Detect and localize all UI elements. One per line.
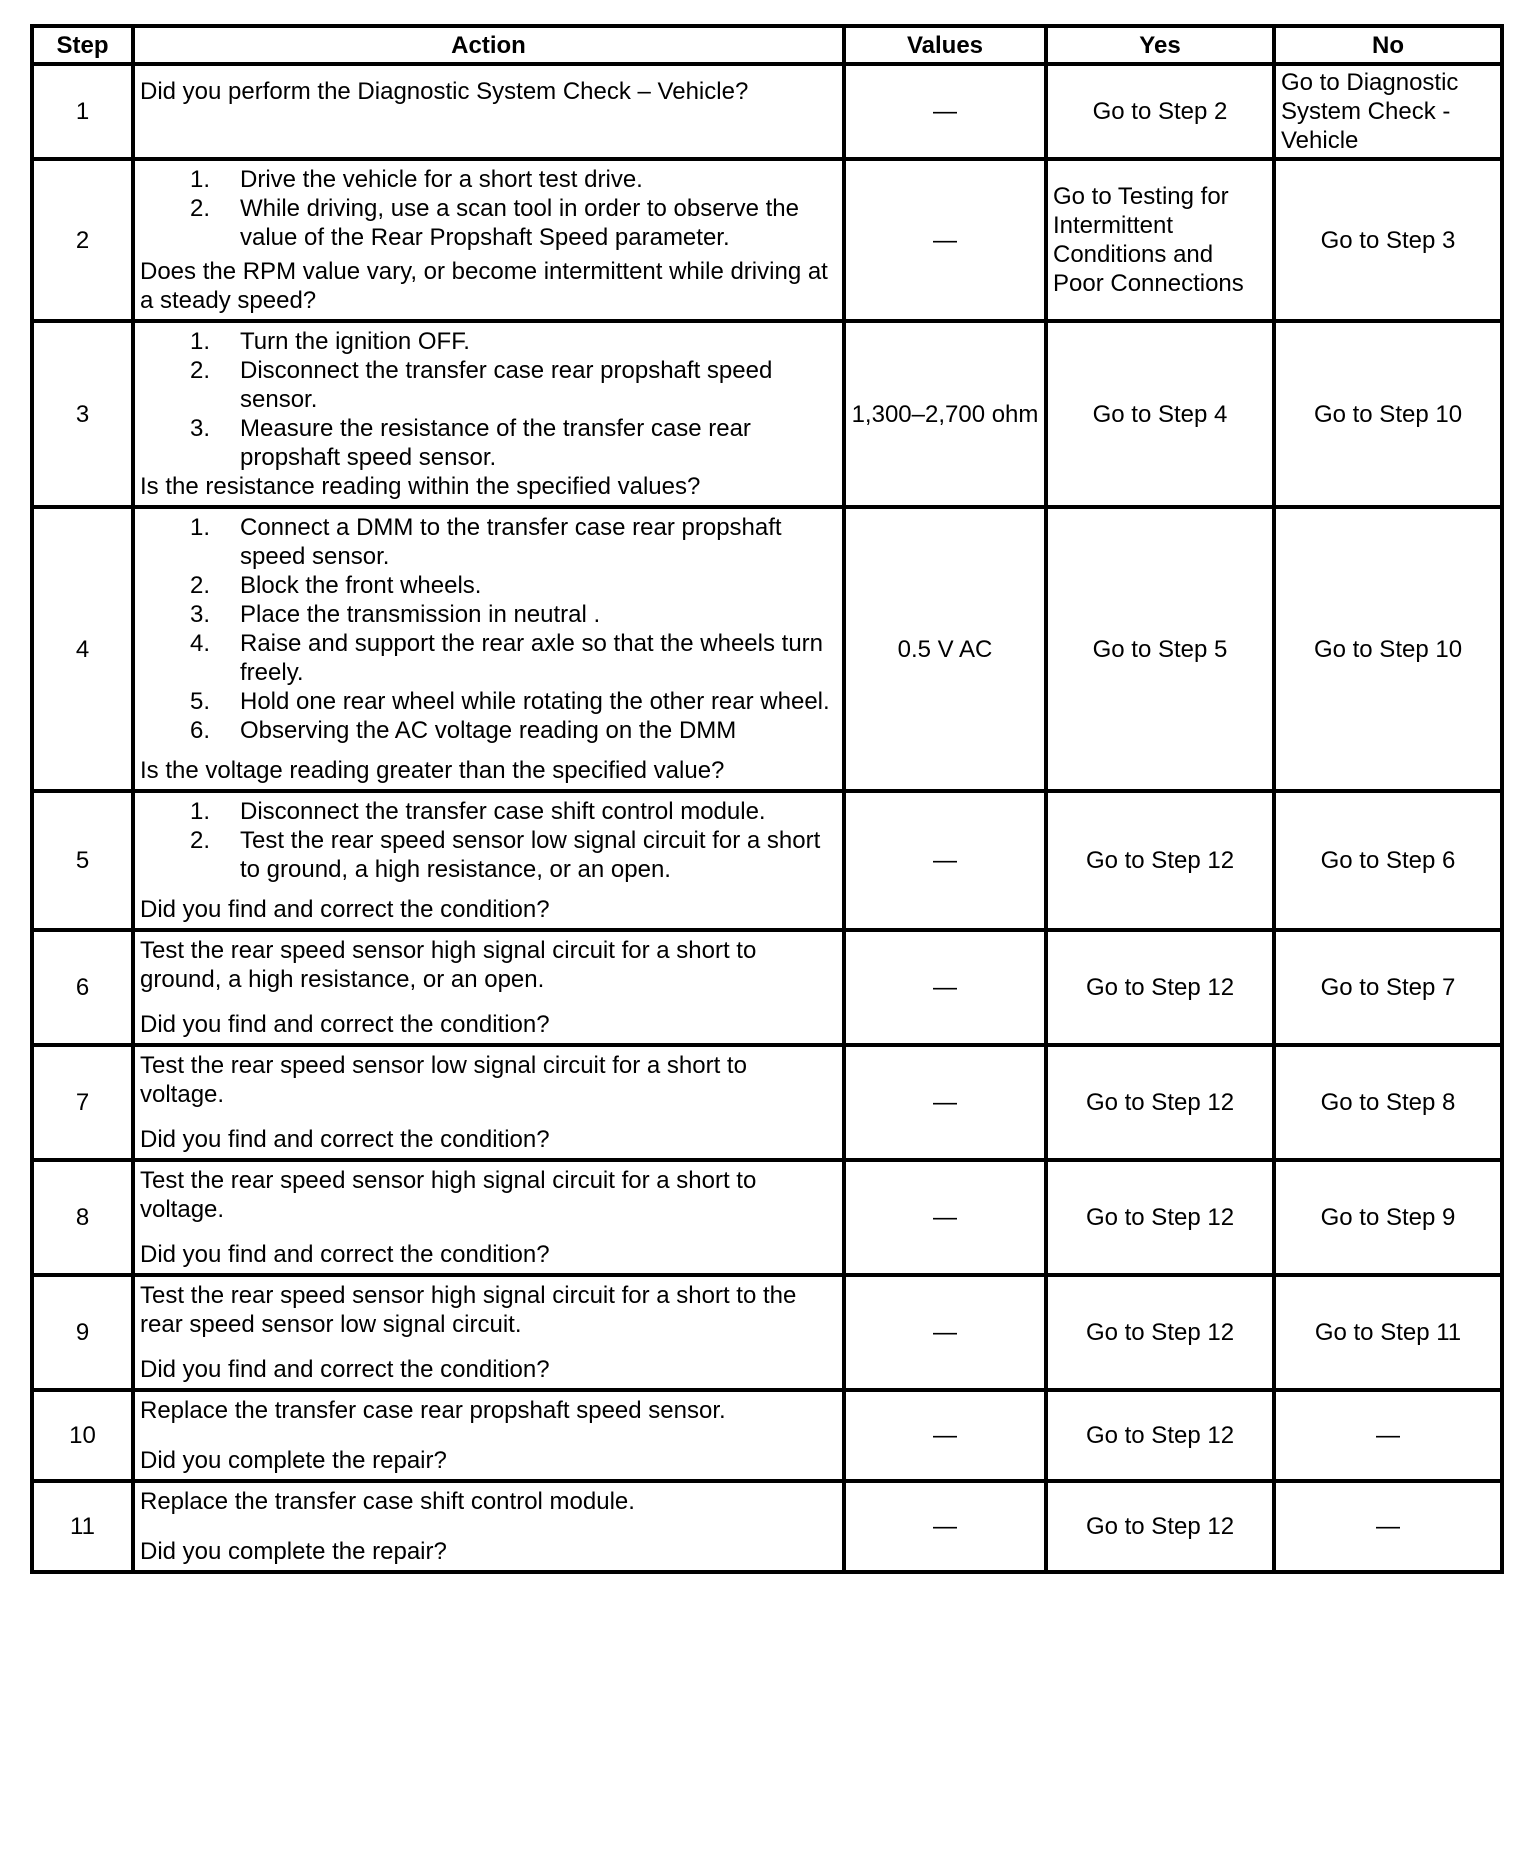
yes-cell: Go to Step 12 — [1046, 1160, 1274, 1275]
action-top — [140, 77, 837, 106]
yes-cell: Go to Step 5 — [1046, 507, 1274, 791]
table-row — [32, 791, 1502, 930]
substep-item — [140, 600, 837, 629]
table-row — [32, 1275, 1502, 1390]
action-top — [140, 1051, 837, 1109]
header-step: Step — [32, 26, 133, 64]
no-cell: Go to Step 6 — [1274, 791, 1502, 930]
action-content — [140, 513, 837, 785]
no-cell: Go to Step 10 — [1274, 507, 1502, 791]
values-cell: — — [844, 1045, 1046, 1160]
action-question: Is the voltage reading greater than the specified value? — [140, 757, 725, 784]
table-row — [32, 1160, 1502, 1275]
step-number: 2 — [32, 159, 133, 321]
substep-item — [140, 165, 837, 194]
substep-item — [140, 716, 837, 745]
substep-list — [140, 513, 837, 745]
substep-number: 1. — [189, 514, 210, 541]
no-cell: Go to Step 3 — [1274, 159, 1502, 321]
substep-number: 2. — [189, 357, 210, 384]
action-content — [140, 1281, 837, 1384]
action-top — [140, 797, 837, 884]
header-no: No — [1274, 26, 1502, 64]
substep-text: Raise and support the rear axle so that the wheels turn freely. — [240, 630, 824, 686]
action-content — [140, 77, 837, 147]
step-number: 4 — [32, 507, 133, 791]
action-cell — [133, 507, 844, 791]
action-content — [140, 797, 837, 924]
action-cell — [133, 1275, 844, 1390]
no-cell: — — [1274, 1390, 1502, 1481]
substep-item — [140, 513, 837, 571]
substep-item — [140, 687, 837, 716]
substep-item — [140, 629, 837, 687]
substep-number: 2. — [189, 827, 210, 854]
action-cell — [133, 64, 844, 159]
substep-text: Disconnect the transfer case shift control module. — [240, 798, 766, 825]
action-question: Did you find and correct the condition? — [140, 1356, 550, 1383]
step-number: 10 — [32, 1390, 133, 1481]
action-cell — [133, 1160, 844, 1275]
values-cell: 1,300–2,700 ohm — [844, 321, 1046, 507]
action-question: Did you find and correct the condition? — [140, 896, 550, 923]
step-number: 5 — [32, 791, 133, 930]
substep-item — [140, 327, 837, 356]
action-question: Did you find and correct the condition? — [140, 1241, 550, 1268]
action-intro: Test the rear speed sensor low signal circuit for a short to voltage. — [140, 1052, 747, 1108]
substep-text: Measure the resistance of the transfer case rear propshaft speed sensor. — [240, 415, 751, 471]
action-top — [140, 513, 837, 745]
no-cell: Go to Step 11 — [1274, 1275, 1502, 1390]
action-cell — [133, 321, 844, 507]
values-cell: — — [844, 930, 1046, 1045]
action-cell — [133, 1481, 844, 1572]
substep-item — [140, 826, 837, 884]
substep-text: Drive the vehicle for a short test drive. — [240, 166, 643, 193]
substep-item — [140, 571, 837, 600]
table-row — [32, 1481, 1502, 1572]
substep-list — [140, 165, 837, 252]
values-cell: — — [844, 64, 1046, 159]
action-cell — [133, 159, 844, 321]
no-cell: Go to Step 7 — [1274, 930, 1502, 1045]
table-row — [32, 321, 1502, 507]
table-row — [32, 507, 1502, 791]
substep-number: 5. — [189, 688, 210, 715]
values-cell: 0.5 V AC — [844, 507, 1046, 791]
action-cell — [133, 1390, 844, 1481]
header-action: Action — [133, 26, 844, 64]
yes-cell: Go to Step 12 — [1046, 930, 1274, 1045]
yes-cell: Go to Testing for Intermittent Conditions and Poor Connections — [1046, 159, 1274, 321]
substep-item — [140, 194, 837, 252]
table-row — [32, 1045, 1502, 1160]
yes-cell: Go to Step 12 — [1046, 1390, 1274, 1481]
step-number: 3 — [32, 321, 133, 507]
substep-text: Disconnect the transfer case rear propshaft speed sensor. — [240, 357, 773, 413]
substep-list — [140, 327, 837, 472]
values-cell: — — [844, 159, 1046, 321]
yes-cell: Go to Step 12 — [1046, 1275, 1274, 1390]
substep-number: 1. — [189, 328, 210, 355]
table-row — [32, 159, 1502, 321]
values-cell: — — [844, 791, 1046, 930]
substep-text: Turn the ignition OFF. — [240, 328, 470, 355]
no-cell: Go to Step 10 — [1274, 321, 1502, 507]
substep-number: 4. — [189, 630, 210, 657]
yes-cell: Go to Step 12 — [1046, 791, 1274, 930]
substep-text: Test the rear speed sensor low signal circuit for a short to ground, a high resistance, or an open. — [240, 827, 821, 883]
substep-text: Observing the AC voltage reading on the DMM — [240, 717, 737, 744]
diagnostic-table — [30, 24, 1504, 1574]
yes-cell: Go to Step 12 — [1046, 1481, 1274, 1572]
action-top — [140, 165, 837, 252]
action-intro: Replace the transfer case shift control module. — [140, 1488, 635, 1515]
yes-cell: Go to Step 2 — [1046, 64, 1274, 159]
step-number: 9 — [32, 1275, 133, 1390]
yes-cell: Go to Step 12 — [1046, 1045, 1274, 1160]
no-cell: Go to Diagnostic System Check - Vehicle — [1274, 64, 1502, 159]
header-yes: Yes — [1046, 26, 1274, 64]
substep-text: Connect a DMM to the transfer case rear propshaft speed sensor. — [240, 514, 782, 570]
action-question: Does the RPM value vary, or become intermittent while driving at a steady speed? — [140, 258, 828, 314]
substep-text: Place the transmission in neutral . — [240, 601, 601, 628]
values-cell: — — [844, 1160, 1046, 1275]
header-values: Values — [844, 26, 1046, 64]
action-top — [140, 327, 837, 472]
header-row — [32, 26, 1502, 64]
no-cell: Go to Step 8 — [1274, 1045, 1502, 1160]
action-question: Is the resistance reading within the specified values? — [140, 473, 701, 500]
table-row — [32, 64, 1502, 159]
table-row — [32, 930, 1502, 1045]
substep-number: 2. — [189, 572, 210, 599]
action-content — [140, 936, 837, 1039]
action-intro: Test the rear speed sensor high signal circuit for a short to ground, a high resistance, or an open. — [140, 937, 757, 993]
action-content — [140, 1396, 837, 1475]
action-top — [140, 1396, 837, 1425]
substep-item — [140, 797, 837, 826]
values-cell: — — [844, 1481, 1046, 1572]
substep-item — [140, 414, 837, 472]
action-content — [140, 1051, 837, 1154]
table-row — [32, 1390, 1502, 1481]
action-question: Did you complete the repair? — [140, 1447, 447, 1474]
action-cell — [133, 1045, 844, 1160]
action-content — [140, 1166, 837, 1269]
values-cell: — — [844, 1390, 1046, 1481]
substep-number: 3. — [189, 601, 210, 628]
values-cell: — — [844, 1275, 1046, 1390]
action-content — [140, 165, 837, 315]
substep-text: Block the front wheels. — [240, 572, 482, 599]
action-top — [140, 1166, 837, 1224]
yes-cell: Go to Step 4 — [1046, 321, 1274, 507]
substep-number: 1. — [189, 166, 210, 193]
substep-text: While driving, use a scan tool in order to observe the value of the Rear Propshaft Speed parameter. — [240, 195, 799, 251]
step-number: 6 — [32, 930, 133, 1045]
substep-number: 3. — [189, 415, 210, 442]
no-cell: Go to Step 9 — [1274, 1160, 1502, 1275]
step-number: 7 — [32, 1045, 133, 1160]
substep-list — [140, 797, 837, 884]
action-question: Did you find and correct the condition? — [140, 1126, 550, 1153]
step-number: 11 — [32, 1481, 133, 1572]
action-question: Did you complete the repair? — [140, 1538, 447, 1565]
substep-number: 1. — [189, 798, 210, 825]
action-top — [140, 936, 837, 994]
action-content — [140, 1487, 837, 1566]
substep-text: Hold one rear wheel while rotating the other rear wheel. — [240, 688, 830, 715]
step-number: 1 — [32, 64, 133, 159]
action-intro: Test the rear speed sensor high signal circuit for a short to voltage. — [140, 1167, 757, 1223]
action-cell — [133, 791, 844, 930]
action-cell — [133, 930, 844, 1045]
no-cell: — — [1274, 1481, 1502, 1572]
action-top — [140, 1487, 837, 1516]
action-intro: Test the rear speed sensor high signal circuit for a short to the rear speed sensor low signal circuit. — [140, 1282, 797, 1338]
action-question: Did you find and correct the condition? — [140, 1011, 550, 1038]
substep-number: 6. — [189, 717, 210, 744]
step-number: 8 — [32, 1160, 133, 1275]
action-intro: Replace the transfer case rear propshaft speed sensor. — [140, 1397, 726, 1424]
action-content — [140, 327, 837, 501]
action-top — [140, 1281, 837, 1339]
action-intro: Did you perform the Diagnostic System Check – Vehicle? — [140, 77, 749, 105]
substep-item — [140, 356, 837, 414]
substep-number: 2. — [189, 195, 210, 222]
